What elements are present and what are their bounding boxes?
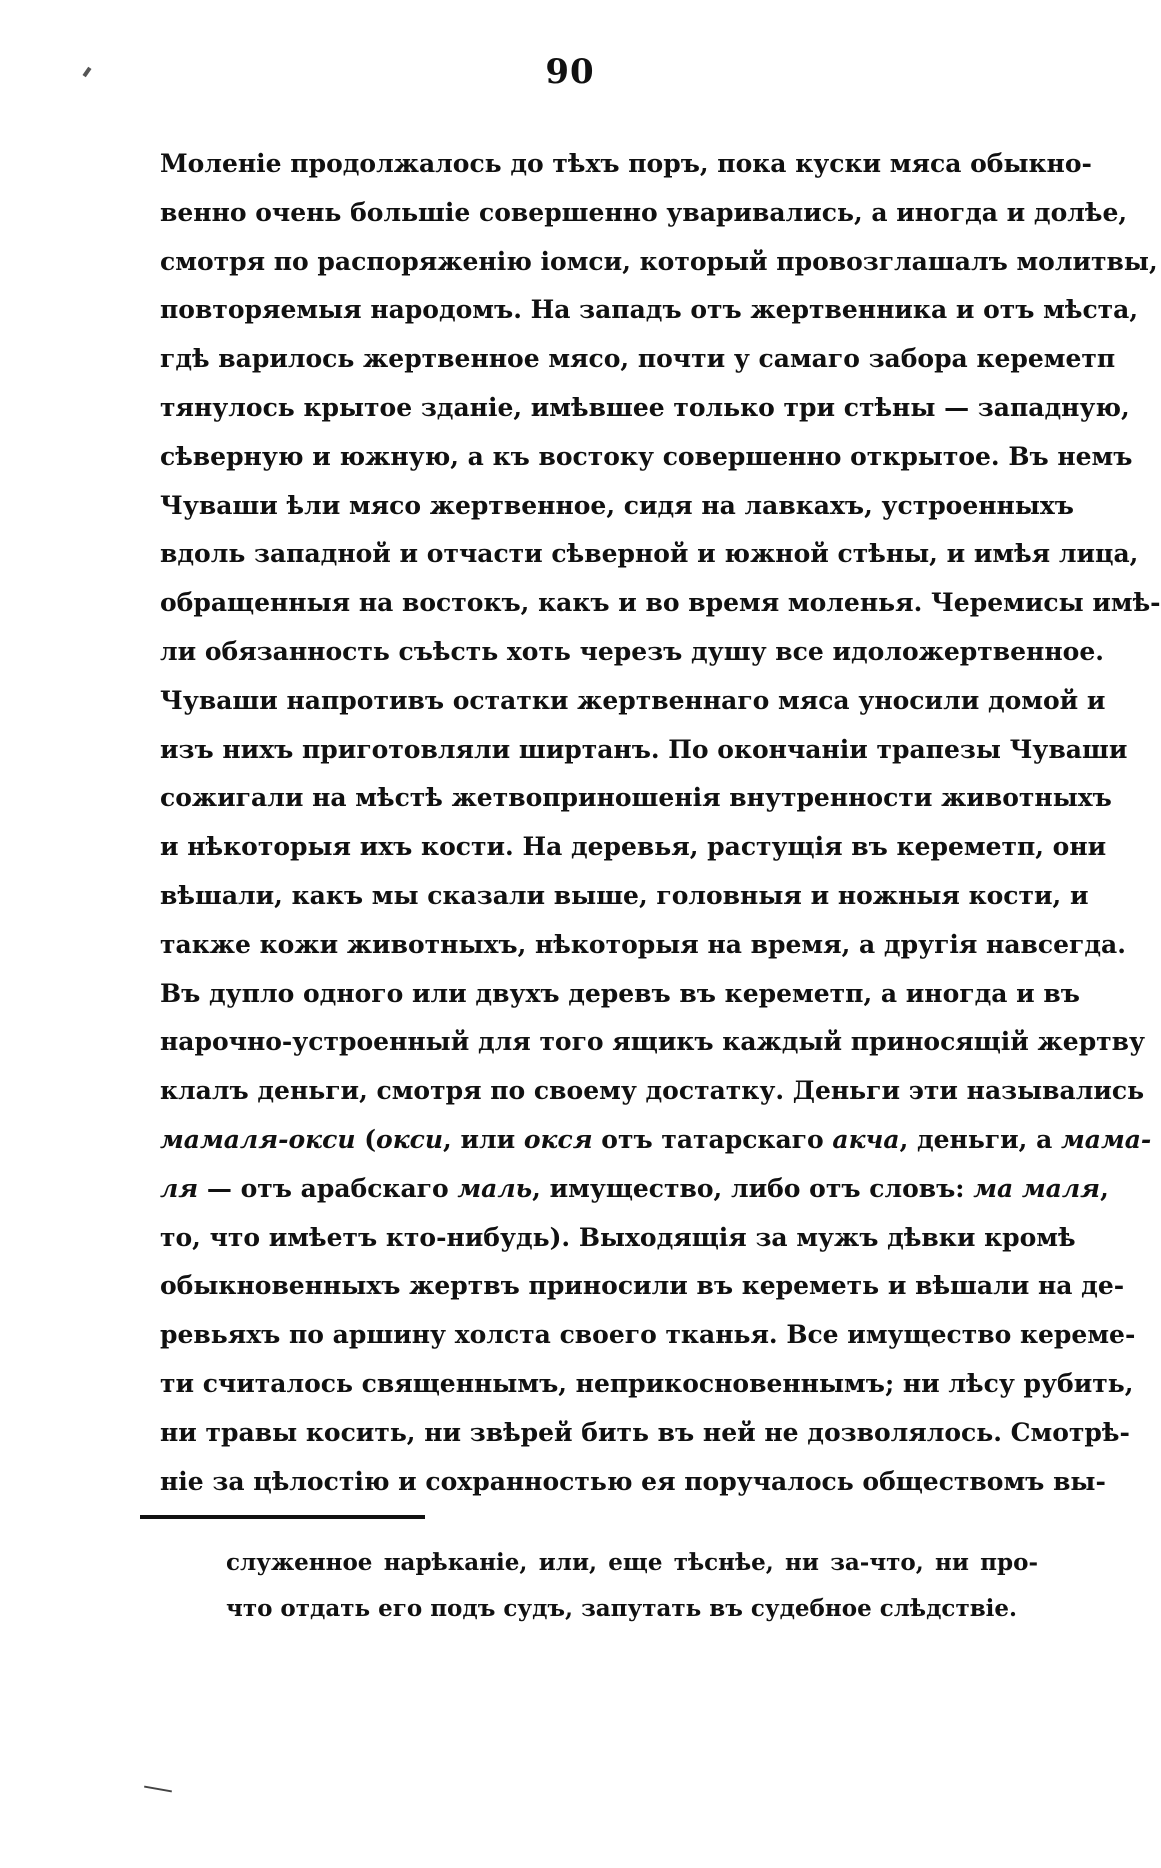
- text-line: вѣшали, какъ мы сказали выше, головныя и ножныя кости, и: [160, 880, 1089, 910]
- text-run: ,: [1100, 1173, 1109, 1203]
- text-line: то, что имѣетъ кто-нибудь). Выходящія за мужъ дѣвки кромѣ: [160, 1222, 1076, 1252]
- text-line: вдоль западной и отчасти сѣверной и южной стѣны, и имѣя лица,: [160, 539, 1139, 569]
- text-run: , имущество, либо отъ словъ:: [532, 1173, 974, 1203]
- footnote-separator: [140, 1515, 425, 1519]
- footnote-line: служенное нарѣканіе, или, еще тѣснѣе, ни за-что, ни про-: [226, 1549, 1038, 1576]
- text-line: также кожи животныхъ, нѣкоторыя на время, а другія навсегда.: [160, 929, 1126, 959]
- text-line: тянулось крытое зданіе, имѣвшее только три стѣны — западную,: [160, 392, 1130, 422]
- text-line: обращенныя на востокъ, какъ и во время моленья. Черемисы имѣ-: [160, 588, 1161, 618]
- text-run: , или: [443, 1124, 524, 1154]
- text-line: ревьяхъ по аршину холста своего тканья. Все имущество кереме-: [160, 1320, 1136, 1350]
- text-line: обыкновенныхъ жертвъ приносили въ кереметь и вѣшали на де-: [160, 1271, 1125, 1301]
- text-line: нарочно-устроенный для того ящикъ каждый приносящій жертву: [160, 1027, 1146, 1057]
- text-line: Чуваши ѣли мясо жертвенное, сидя на лавкахъ, устроенныхъ: [160, 490, 1074, 520]
- text-line: ти считалось священнымъ, неприкосновеннымъ; ни лѣсу рубить,: [160, 1368, 1134, 1398]
- text-run: , деньги, а: [899, 1124, 1061, 1154]
- text-line: венно очень большіе совершенно уваривались, а иногда и долѣе,: [160, 197, 1128, 227]
- italic-term: маль: [457, 1173, 533, 1203]
- text-line: ли обязанность съѣсть хоть черезъ душу все идоложертвенное.: [160, 636, 1104, 666]
- italic-term: акча: [832, 1124, 900, 1154]
- italic-term: ля: [160, 1173, 199, 1203]
- footnote: [226, 1540, 1038, 1632]
- text-line: повторяемыя народомъ. На западъ отъ жертвенника и отъ мѣста,: [160, 295, 1139, 325]
- text-line: ніе за цѣлостію и сохранностью ея поручалось обществомъ вы-: [160, 1466, 1106, 1496]
- italic-term: окси: [376, 1124, 444, 1154]
- text-line: сожигали на мѣстѣ жетвоприношенія внутренности животныхъ: [160, 783, 1112, 813]
- text-line-mixed: [160, 1165, 1109, 1214]
- text-line: сѣверную и южную, а къ востоку совершенно открытое. Въ немъ: [160, 441, 1133, 471]
- italic-term: мамаля-окси: [160, 1124, 356, 1154]
- italic-term: мама-: [1061, 1124, 1152, 1154]
- text-line: Моленіе продолжалось до тѣхъ поръ, пока куски мяса обыкно-: [160, 149, 1092, 178]
- footnote-line: что отдать его подъ судъ, запутать въ судебное слѣдствіе.: [226, 1595, 1018, 1622]
- text-line: клалъ деньги, смотря по своему достатку. Деньги эти назывались: [160, 1076, 1145, 1106]
- italic-term: окся: [523, 1124, 593, 1154]
- text-line: и нѣкоторыя ихъ кости. На деревья, растущія въ кереметп, они: [160, 832, 1107, 862]
- text-line: гдѣ варилось жертвенное мясо, почти у самаго забора кереметп: [160, 344, 1116, 374]
- italic-term: ма маля: [973, 1173, 1101, 1203]
- scan-speck: [144, 1786, 172, 1793]
- body-text: [160, 140, 1161, 1506]
- text-run: — отъ арабскаго: [198, 1173, 458, 1203]
- text-line: Въ дупло одного или двухъ деревъ въ кереметп, а иногда и въ: [160, 978, 1080, 1008]
- text-line: ни травы косить, ни звѣрей бить въ ней не дозволялось. Смотрѣ-: [160, 1417, 1130, 1447]
- text-line-mixed: [160, 1116, 1152, 1165]
- page-number: 90: [545, 52, 595, 92]
- text-line: смотря по распоряженію іомси, который провозглашалъ молитвы,: [160, 246, 1158, 276]
- text-run: отъ татарскаго: [592, 1124, 833, 1154]
- text-line: изъ нихъ приготовляли ширтанъ. По окончаніи трапезы Чуваши: [160, 734, 1128, 764]
- text-line: Чуваши напротивъ остатки жертвеннаго мяса уносили домой и: [160, 685, 1106, 715]
- text-run: (: [355, 1124, 377, 1154]
